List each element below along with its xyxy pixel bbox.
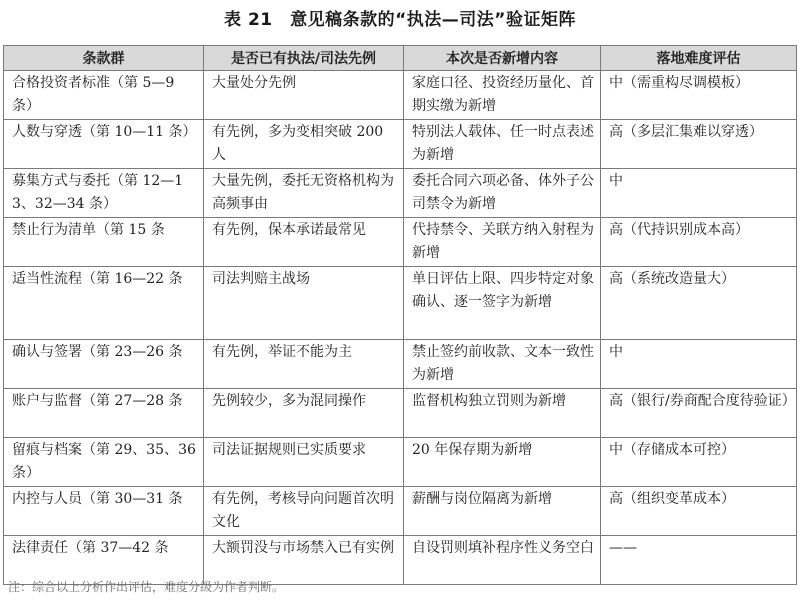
- table-row: [4, 340, 797, 389]
- cell-clause-group: 募集方式与委托（第 12—13、32—34 条）: [4, 169, 204, 218]
- cell-difficulty: 中: [601, 340, 797, 389]
- cell-difficulty: 中（需重构尽调模板）: [601, 71, 797, 120]
- cell-precedent: 有先例，举证不能为主: [204, 340, 404, 389]
- cell-precedent: 司法证据规则已实质要求: [204, 438, 404, 487]
- cell-new-content: 自设罚则填补程序性义务空白: [404, 536, 601, 585]
- cell-precedent: 大额罚没与市场禁入已有实例: [204, 536, 404, 585]
- cell-precedent: 大量处分先例: [204, 71, 404, 120]
- column-header-precedent: 是否已有执法/司法先例: [204, 46, 404, 71]
- cell-clause-group: 人数与穿透（第 10—11 条）: [4, 120, 204, 169]
- cell-new-content: 禁止签约前收款、文本一致性为新增: [404, 340, 601, 389]
- column-header-difficulty: 落地难度评估: [601, 46, 797, 71]
- table-row: [4, 120, 797, 169]
- table-title: 表 21 意见稿条款的“执法—司法”验证矩阵: [224, 10, 576, 30]
- cell-clause-group: 法律责任（第 37—42 条: [4, 536, 204, 585]
- cell-new-content: 家庭口径、投资经历量化、首期实缴为新增: [404, 71, 601, 120]
- cell-clause-group: 账户与监督（第 27—28 条: [4, 389, 204, 438]
- cell-precedent: 有先例，保本承诺最常见: [204, 218, 404, 267]
- cell-difficulty: 高（银行/券商配合度待验证）: [601, 389, 797, 438]
- cell-difficulty: 高（代持识别成本高）: [601, 218, 797, 267]
- cell-precedent: 有先例，多为变相突破 200 人: [204, 120, 404, 169]
- cell-difficulty: 高（组织变革成本）: [601, 487, 797, 536]
- cell-precedent: 大量先例，委托无资格机构为高频事由: [204, 169, 404, 218]
- cell-difficulty: 中: [601, 169, 797, 218]
- cell-precedent: 有先例，考核导向问题首次明文化: [204, 487, 404, 536]
- table-footnote: 注：综合以上分析作出评估，难度分级为作者判断。: [8, 580, 285, 594]
- cell-clause-group: 确认与签署（第 23—26 条: [4, 340, 204, 389]
- table-row: [4, 169, 797, 218]
- cell-clause-group: 禁止行为清单（第 15 条: [4, 218, 204, 267]
- table-row: [4, 71, 797, 120]
- verification-matrix-table: [3, 45, 797, 585]
- cell-clause-group: 留痕与档案（第 29、35、36 条）: [4, 438, 204, 487]
- cell-clause-group: 内控与人员（第 30—31 条: [4, 487, 204, 536]
- column-header-clause-group: 条款群: [4, 46, 204, 71]
- cell-difficulty: 中（存储成本可控）: [601, 438, 797, 487]
- header-row: [4, 46, 797, 71]
- table-row: [4, 389, 797, 438]
- cell-difficulty: 高（系统改造量大）: [601, 267, 797, 340]
- column-header-new-content: 本次是否新增内容: [404, 46, 601, 71]
- cell-new-content: 委托合同六项必备、体外子公司禁令为新增: [404, 169, 601, 218]
- table-row: [4, 267, 797, 340]
- table-row: [4, 438, 797, 487]
- cell-new-content: 特别法人载体、任一时点表述为新增: [404, 120, 601, 169]
- cell-clause-group: 适当性流程（第 16—22 条: [4, 267, 204, 340]
- cell-difficulty: 高（多层汇集难以穿透）: [601, 120, 797, 169]
- cell-new-content: 薪酬与岗位隔离为新增: [404, 487, 601, 536]
- table-row: [4, 487, 797, 536]
- cell-new-content: 单日评估上限、四步特定对象确认、逐一签字为新增: [404, 267, 601, 340]
- cell-difficulty: ——: [601, 536, 797, 585]
- cell-clause-group: 合格投资者标准（第 5—9 条）: [4, 71, 204, 120]
- cell-new-content: 监督机构独立罚则为新增: [404, 389, 601, 438]
- cell-new-content: 20 年保存期为新增: [404, 438, 601, 487]
- cell-precedent: 先例较少，多为混同操作: [204, 389, 404, 438]
- cell-new-content: 代持禁令、关联方纳入射程为新增: [404, 218, 601, 267]
- cell-precedent: 司法判赔主战场: [204, 267, 404, 340]
- table-row: [4, 218, 797, 267]
